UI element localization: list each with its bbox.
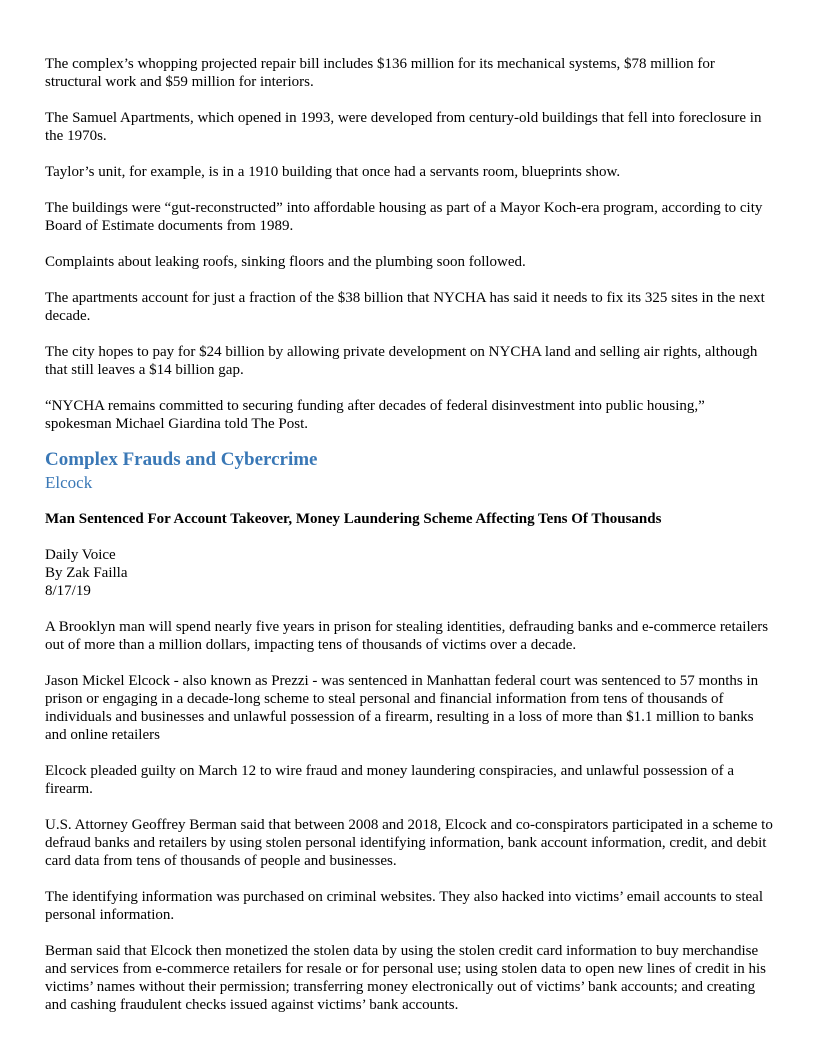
article-date: 8/17/19 [45, 583, 91, 599]
intro-paragraph-5: Complaints about leaking roofs, sinking floors and the plumbing soon followed. [45, 254, 526, 270]
intro-paragraph-1: The complex’s whopping projected repair bill includes $136 million for its mechanical systems, $78 million for structural work and $59 million for interiors. [45, 56, 715, 90]
section-heading: Complex Frauds and Cybercrime [45, 449, 318, 470]
intro-paragraph-4: The buildings were “gut-reconstructed” into affordable housing as part of a Mayor Koch-era program, according to city Board of Estimate documents from 1989. [45, 200, 763, 234]
article-paragraph-4: U.S. Attorney Geoffrey Berman said that between 2008 and 2018, Elcock and co-conspirators participated in a scheme to defraud banks and retailers by using stolen personal identifying information, bank account information, credit, and debit card data from tens of thousands of people and businesses. [45, 817, 773, 869]
intro-paragraph-6: The apartments account for just a fraction of the $38 billion that NYCHA has said it needs to fix its 325 sites in the next decade. [45, 290, 765, 324]
article-paragraph-2: Jason Mickel Elcock - also known as Prezzi - was sentenced in Manhattan federal court was sentenced to 57 months in prison or engaging in a decade-long scheme to steal personal and financial information from tens of thousands of individuals and businesses and unlawful possession of a firearm, resulting in a loss of more than $1.1 million to banks and online retailers [45, 673, 759, 743]
article-paragraph-5: The identifying information was purchased on criminal websites. They also hacked into victims’ email accounts to steal personal information. [45, 889, 764, 923]
article-meta [45, 546, 773, 600]
article-paragraph-6: Berman said that Elcock then monetized the stolen data by using the stolen credit card information to buy merchandise and services from e-commerce retailers for resale or for personal use; using stolen data to open new lines of credit in his victims’ names without their permission; transferring money electronically out of victims’ bank accounts; and creating and cashing fraudulent checks issued against victims’ bank accounts. [45, 943, 766, 1013]
article-paragraph-1: A Brooklyn man will spend nearly five years in prison for stealing identities, defrauding banks and e-commerce retailers out of more than a million dollars, impacting tens of thousands of victims over a decade. [45, 619, 769, 653]
section-subheading: Elcock [45, 473, 93, 492]
article-paragraph-3: Elcock pleaded guilty on March 12 to wire fraud and money laundering conspiracies, and unlawful possession of a firearm. [45, 763, 734, 797]
intro-paragraph-8: “NYCHA remains committed to securing funding after decades of federal disinvestment into public housing,” spokesman Michael Giardina told The Post. [45, 398, 705, 432]
document-page [45, 55, 773, 1032]
article-headline: Man Sentenced For Account Takeover, Money Laundering Scheme Affecting Tens Of Thousands [45, 511, 662, 527]
intro-paragraph-2: The Samuel Apartments, which opened in 1993, were developed from century-old buildings that fell into foreclosure in the 1970s. [45, 110, 762, 144]
intro-paragraph-7: The city hopes to pay for $24 billion by allowing private development on NYCHA land and selling air rights, although that still leaves a $14 billion gap. [45, 344, 758, 378]
article-byline: By Zak Failla [45, 565, 128, 581]
intro-paragraph-3: Taylor’s unit, for example, is in a 1910 building that once had a servants room, blueprints show. [45, 164, 621, 180]
article-source: Daily Voice [45, 547, 116, 563]
